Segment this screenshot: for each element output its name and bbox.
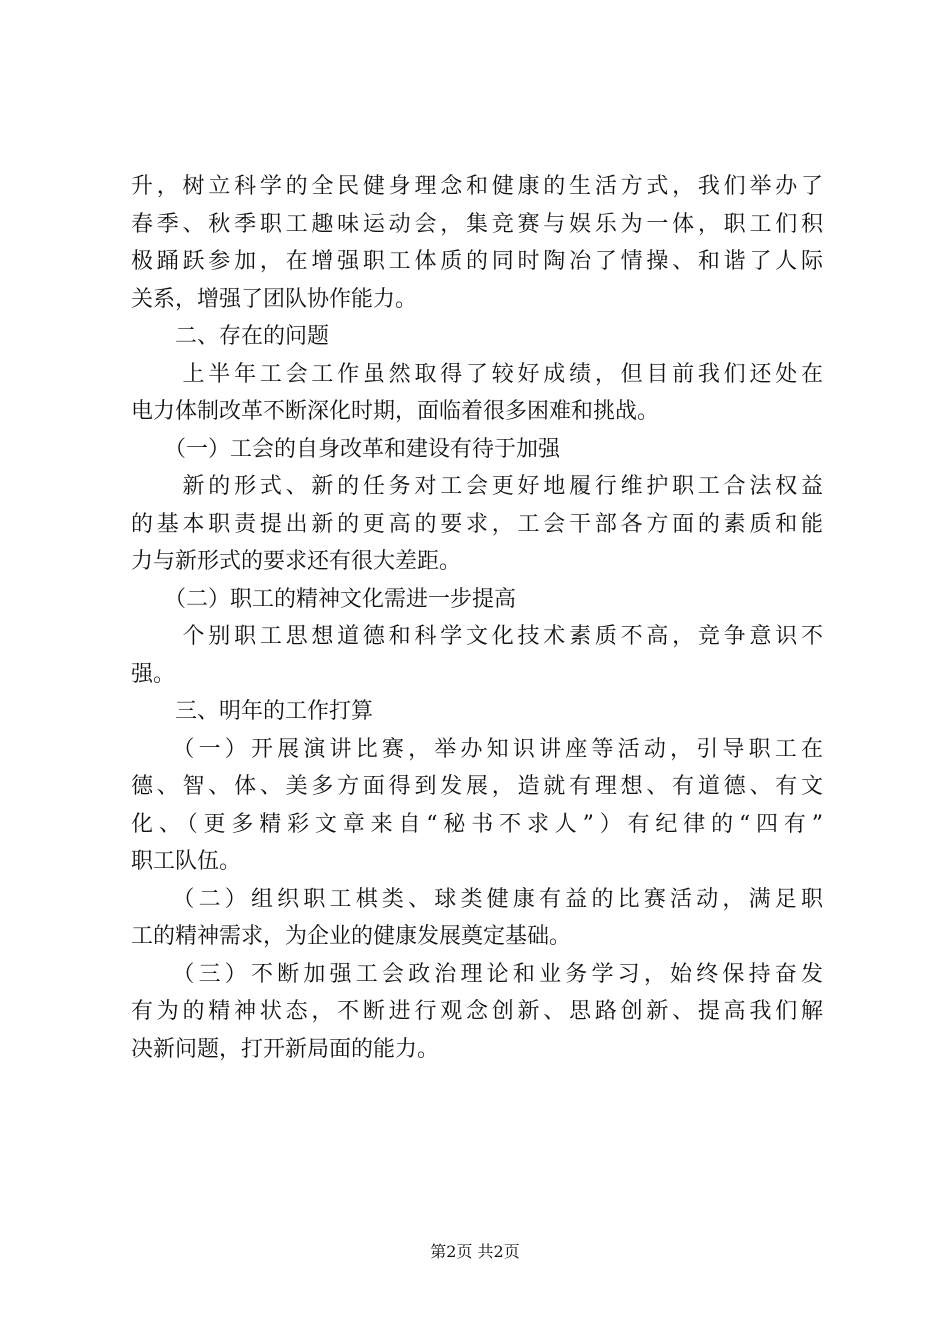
text-line: 决新问题，打开新局面的能力。 [131, 1036, 440, 1062]
document-body [131, 168, 823, 1068]
text-line: 极踊跃参加，在增强职工体质的同时陶冶了情操、和谐了人际 [131, 249, 823, 274]
text-line: （二）组织职工棋类、球类健康有益的比赛活动，满足职 [131, 886, 823, 912]
text-line: 春季、秋季职工趣味运动会，集竞赛与娱乐为一体，职工们积 [131, 211, 823, 237]
text-line: 有为的精神状态，不断进行观念创新、思路创新、提高我们解 [131, 999, 823, 1024]
text-line: 电力体制改革不断深化时期，面临着很多困难和挑战。 [131, 399, 660, 424]
page-footer: 第2页 共2页 [430, 1242, 520, 1261]
text-line: （二）职工的精神文化需进一步提高 [131, 586, 517, 612]
text-line: （一）工会的自身改革和建设有待于加强 [131, 436, 561, 462]
text-line: 的基本职责提出新的更高的要求，工会干部各方面的素质和能 [131, 511, 823, 537]
text-line: 强。 [131, 661, 176, 687]
text-line: 职工队伍。 [131, 849, 242, 874]
text-line: 三、明年的工作打算 [131, 699, 374, 724]
text-line: 关系，增强了团队协作能力。 [131, 286, 418, 312]
text-line: 化、（更多精彩文章来自“秘书不求人”）有纪律的“四有” [131, 811, 823, 837]
text-line: （三）不断加强工会政治理论和业务学习，始终保持奋发 [131, 961, 823, 987]
text-line: 上半年工会工作虽然取得了较好成绩，但目前我们还处在 [131, 361, 823, 387]
text-line: 个别职工思想道德和科学文化技术素质不高，竞争意识不 [131, 624, 823, 649]
text-line: 工的精神需求，为企业的健康发展奠定基础。 [131, 924, 572, 949]
text-line: 德、智、体、美多方面得到发展，造就有理想、有道德、有文 [131, 774, 823, 799]
text-line: 新的形式、新的任务对工会更好地履行维护职工合法权益 [131, 474, 823, 499]
text-line: 力与新形式的要求还有很大差距。 [131, 549, 462, 574]
text-line: （一）开展演讲比赛，举办知识讲座等活动，引导职工在 [131, 736, 823, 762]
text-line: 升，树立科学的全民健身理念和健康的生活方式，我们举办了 [131, 174, 823, 199]
text-line: 二、存在的问题 [131, 324, 330, 349]
